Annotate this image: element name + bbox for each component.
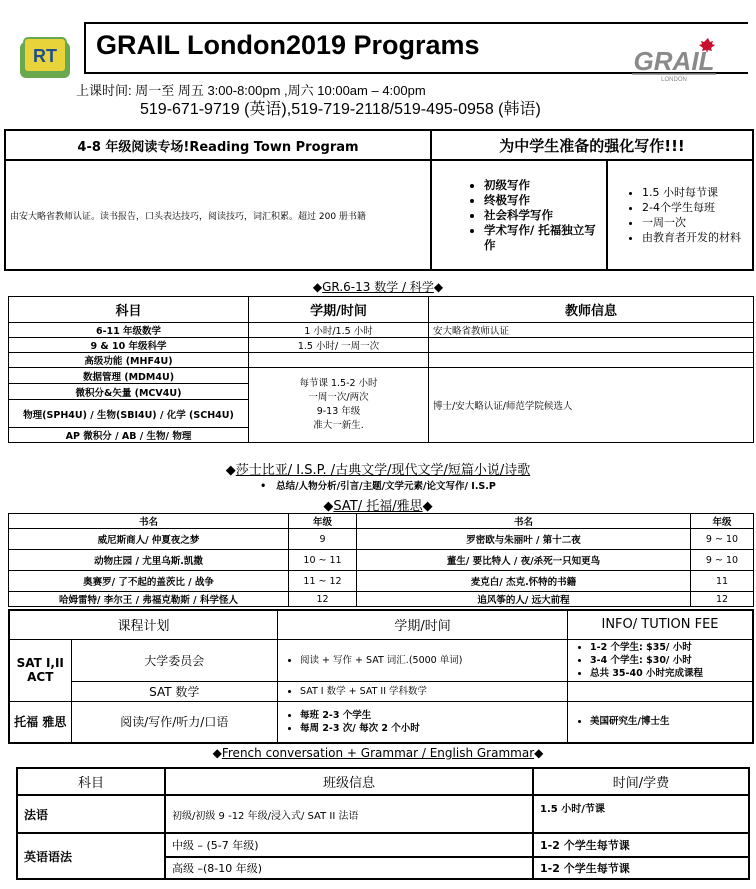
col-header: 年级 xyxy=(289,514,357,529)
french-info: 初级/初级 9 -12 年级/浸入式/ SAT II 法语 xyxy=(165,795,533,833)
college-board-content xyxy=(278,639,568,681)
list-item: • 学术写作/ 托福独立写作 xyxy=(484,223,606,253)
col-header: 年级 xyxy=(691,514,754,529)
list-item: • 1.5 小时每节课 xyxy=(642,185,752,200)
fee-content xyxy=(568,639,753,681)
sat-label: SAT I,II ACT xyxy=(9,639,71,701)
sat-math-fee xyxy=(568,681,753,701)
table-row xyxy=(9,550,754,571)
cell: 高级功能 (MHF4U) xyxy=(9,353,249,368)
group-time-cell xyxy=(249,368,429,443)
cell xyxy=(429,353,754,368)
col-header: 学期/时间 xyxy=(249,297,429,323)
toefl-content xyxy=(278,701,568,743)
cell: 微积分&矢量 (MCV4U) xyxy=(9,384,249,400)
page-title: GRAIL London2019 Programs xyxy=(96,30,480,60)
french-section-title-text: French conversation + Grammar / English Grammar xyxy=(221,746,535,760)
cell: 9 & 10 年级科学 xyxy=(9,338,249,353)
table-row xyxy=(9,529,754,550)
english-label: 英语语法 xyxy=(17,833,165,879)
cell: 哈姆雷特/ 李尔王 / 弗福克勒斯 / 科学怪人 xyxy=(9,592,289,607)
literature-subtitle-text: 总结/人物分析/引言/主题/文学元素/论文写作/ I.S.P xyxy=(276,481,496,492)
sat-math-content xyxy=(278,681,568,701)
french-time: 1.5 小时/节课 xyxy=(533,795,749,833)
writing-header: 为中学生准备的强化写作!!! xyxy=(431,130,753,160)
cell: 11 ~ 12 xyxy=(289,571,357,592)
cell: 董生/ 要比特人 / 夜/杀死一只知更鸟 xyxy=(357,550,691,571)
grail-brand-sub: LONDON xyxy=(661,77,687,82)
writing-detail-list xyxy=(607,160,753,270)
list-item: • 一周一次 xyxy=(642,215,752,230)
literature-subtitle: • 总结/人物分析/引言/主题/文学元素/论文写作/ I.S.P xyxy=(260,481,496,492)
col-header: 书名 xyxy=(9,514,289,529)
cell: 数据管理 (MDM4U) xyxy=(9,368,249,384)
time-line: 准大一新生. xyxy=(313,420,364,431)
list-item: • 社会科学写作 xyxy=(484,208,606,223)
col-header: 科目 xyxy=(9,297,249,323)
toefl-skills: 阅读/写作/听力/口语 xyxy=(71,701,278,743)
table-row xyxy=(9,592,754,607)
cell: 9 ~ 10 xyxy=(691,550,754,571)
col-header: 科目 xyxy=(17,768,165,795)
french-section-title: ◆French conversation + Grammar / English Grammar◆ xyxy=(212,746,544,760)
mid-time: 1-2 个学生每节课 xyxy=(533,833,749,857)
toefl-label: 托福 雅思 xyxy=(9,701,71,743)
time-line: 一周一次/两次 xyxy=(308,392,369,403)
col-header: 班级信息 xyxy=(165,768,533,795)
grail-brand-text: GRAIL xyxy=(633,46,715,76)
list-item: • 1-2 个学生: $35/ 小时 xyxy=(590,641,752,654)
cell xyxy=(429,338,754,353)
cell: 麦克白/ 杰克.怀特的书籍 xyxy=(357,571,691,592)
list-item: • 美国研究生/博士生 xyxy=(590,715,752,728)
list-item: • 由教育者开发的材料 xyxy=(642,230,752,245)
table-row xyxy=(9,338,754,353)
french-label: 法语 xyxy=(17,795,165,833)
writing-course-list xyxy=(431,160,607,270)
list-item: • 终极写作 xyxy=(484,193,606,208)
cell: 9 xyxy=(289,529,357,550)
cell: 11 xyxy=(691,571,754,592)
cell xyxy=(249,353,429,368)
reading-description: 由安大略省教师认证。读书报告，口头表达技巧，阅读技巧，词汇积累。超过 200 册书籍 xyxy=(5,160,431,270)
reading-writing-table xyxy=(4,129,754,271)
logo-text: RT xyxy=(33,46,57,66)
list-item: • 每周 2-3 次/ 每次 2 个小时 xyxy=(300,722,567,735)
cell: 6-11 年级数学 xyxy=(9,323,249,338)
table-row xyxy=(17,833,749,857)
sat-math-label: SAT 数学 xyxy=(71,681,278,701)
math-science-table xyxy=(8,296,754,443)
sat-toefl-table xyxy=(8,609,754,744)
cell: 1.5 小时/ 一周一次 xyxy=(249,338,429,353)
col-header: 课程计划 xyxy=(9,610,278,639)
list-item: • SAT I 数学 + SAT II 学科数学 xyxy=(300,685,567,698)
cell: 12 xyxy=(289,592,357,607)
table-row xyxy=(9,323,754,338)
toefl-fee xyxy=(568,701,753,743)
reading-header: 4-8 年级阅读专场!Reading Town Program xyxy=(5,130,431,160)
literature-title-text: 莎士比亚/ I.S.P. /古典文学/现代文学/短篇小说/诗歌 xyxy=(235,463,531,478)
math-section-title-text: GR.6-13 数学 / 科学 xyxy=(322,280,434,294)
math-section-title: ◆GR.6-13 数学 / 科学◆ xyxy=(312,280,444,294)
col-header: 教师信息 xyxy=(429,297,754,323)
adv-info: 高级 –(8-10 年级) xyxy=(165,857,533,879)
table-row xyxy=(9,353,754,368)
table-row xyxy=(9,571,754,592)
table-row xyxy=(9,639,753,681)
group-teacher-cell: 博士/安大略认证/师范学院候选人 xyxy=(429,368,754,443)
reading-town-logo xyxy=(18,36,72,82)
sat-section-title: ◆SAT/ 托福/雅思◆ xyxy=(323,499,433,514)
list-item: • 2-4个学生每班 xyxy=(642,200,752,215)
cell: 10 ~ 11 xyxy=(289,550,357,571)
mid-info: 中级 – (5-7 年级) xyxy=(165,833,533,857)
list-item: • 阅读 + 写作 + SAT 词汇.(5000 单词) xyxy=(300,654,567,667)
cell: 威尼斯商人/ 仲夏夜之梦 xyxy=(9,529,289,550)
col-header: 书名 xyxy=(357,514,691,529)
french-english-table xyxy=(16,767,750,880)
col-header: INFO/ TUTION FEE xyxy=(568,610,753,639)
sat-section-title-text: SAT/ 托福/雅思 xyxy=(333,499,423,514)
list-item: • 每班 2-3 个学生 xyxy=(300,709,567,722)
cell: 动物庄园 / 尤里乌斯.凯撒 xyxy=(9,550,289,571)
grail-logo xyxy=(628,36,720,82)
literature-title: ◆莎士比亚/ I.S.P. /古典文学/现代文学/短篇小说/诗歌 xyxy=(225,463,531,478)
table-row xyxy=(9,701,753,743)
time-line: 每节课 1.5-2 小时 xyxy=(299,378,378,389)
table-row xyxy=(9,681,753,701)
cell: 1 小时/1.5 小时 xyxy=(249,323,429,338)
list-item: • 初级写作 xyxy=(484,178,606,193)
phone-numbers: 519-671-9719 (英语),519-719-2118/519-495-0958 (韩语) xyxy=(140,101,541,118)
cell: 12 xyxy=(691,592,754,607)
books-table xyxy=(8,513,754,607)
col-header: 学期/时间 xyxy=(278,610,568,639)
table-row xyxy=(9,368,754,384)
table-row xyxy=(17,795,749,833)
col-header: 时间/学费 xyxy=(533,768,749,795)
class-hours: 上课时间: 周一至 周五 3:00-8:00pm ,周六 10:00am – 4:00pm xyxy=(76,83,426,98)
list-item: • 总共 35-40 小时完成课程 xyxy=(590,667,752,680)
cell: 追风筝的人/ 远大前程 xyxy=(357,592,691,607)
cell: 奥赛罗/ 了不起的盖茨比 / 战争 xyxy=(9,571,289,592)
time-line: 9-13 年级 xyxy=(316,406,361,417)
cell: 物理(SPH4U) / 生物(SBI4U) / 化学 (SCH4U) xyxy=(9,400,249,428)
college-board-label: 大学委员会 xyxy=(71,639,278,681)
adv-time: 1-2 个学生每节课 xyxy=(533,857,749,879)
cell: 9 ~ 10 xyxy=(691,529,754,550)
cell: 罗密欧与朱丽叶 / 第十二夜 xyxy=(357,529,691,550)
cell: AP 微积分 / AB / 生物/ 物理 xyxy=(9,428,249,443)
cell: 安大略省教师认证 xyxy=(429,323,754,338)
list-item: • 3-4 个学生: $30/ 小时 xyxy=(590,654,752,667)
